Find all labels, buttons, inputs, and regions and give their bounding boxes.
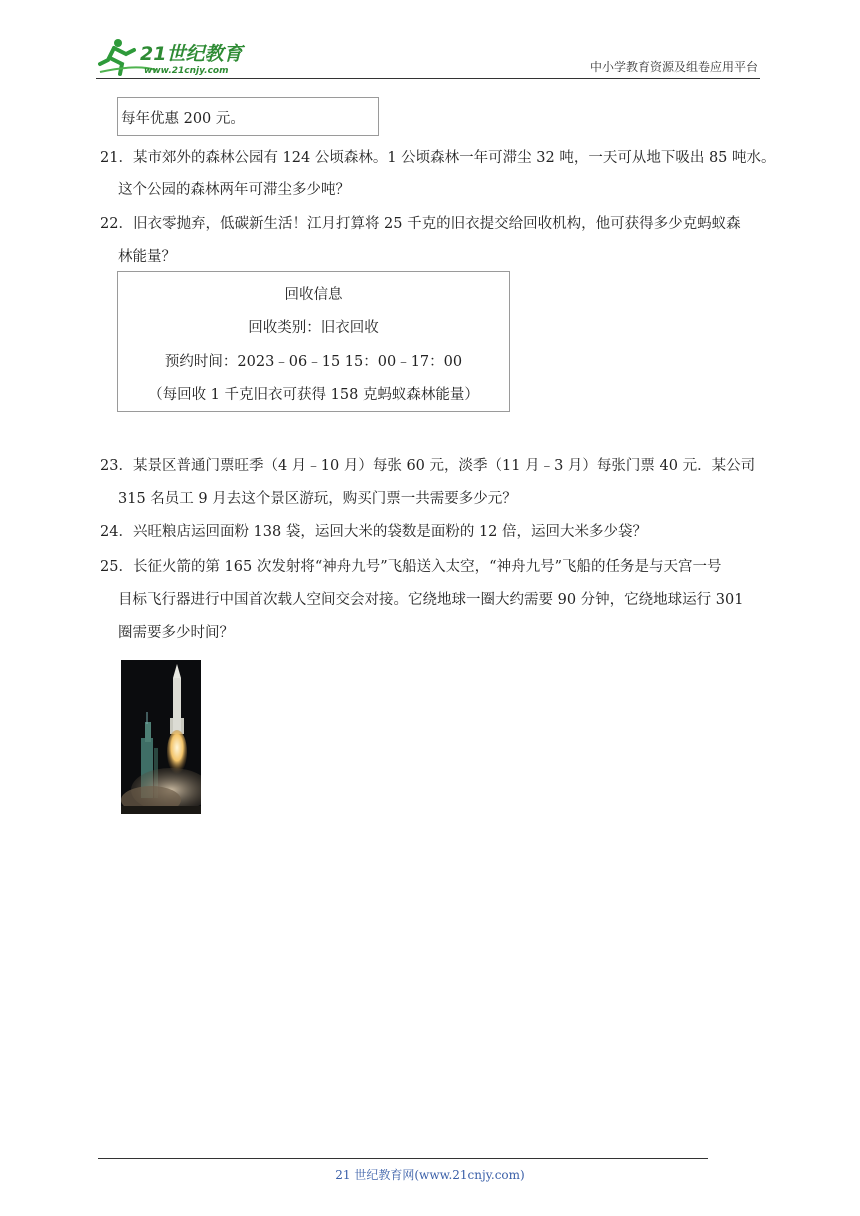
question-line: 22．旧衣零抛弃，低碳新生活！江月打算将 25 千克的旧衣提交给回收机构，他可获得多少克蚂蚁森 (100, 216, 741, 232)
question-line: 315 名员工 9 月去这个景区游玩，购买门票一共需要多少元？ (118, 491, 517, 507)
page-header (96, 34, 760, 79)
discount-text: 每年优惠 200 元。 (121, 111, 245, 127)
recycle-time: 预约时间：2023﹣06﹣15 15：00﹣17：00 (164, 354, 463, 370)
page-footer: 21 世纪教育网(www.21cnjy.com) (335, 1168, 525, 1182)
question-line: 林能量？ (118, 249, 176, 265)
recycle-category: 回收类别：旧衣回收 (248, 320, 379, 336)
question-line: 圈需要多少时间？ (118, 625, 234, 641)
footer-divider (98, 1158, 708, 1159)
recycle-title: 回收信息 (284, 287, 343, 303)
question-line: 24．兴旺粮店运回面粉 138 袋，运回大米的袋数是面粉的 12 倍，运回大米多少袋？ (100, 524, 648, 540)
logo-text: 21世纪教育 (140, 43, 243, 65)
question-line: 23．某景区普通门票旺季（4 月﹣10 月）每张 60 元，淡季（11 月﹣3 月）每张门票 40 元．某公司 (100, 458, 756, 474)
question-line: 这个公园的森林两年可滞尘多少吨？ (118, 182, 350, 198)
logo (96, 34, 266, 78)
question-line: 目标飞行器进行中国首次载人空间交会对接。它绕地球一圈大约需要 90 分钟，它绕地球运行 301 (118, 592, 744, 608)
platform-title: 中小学教育资源及组卷应用平台 (589, 60, 758, 74)
discount-box (117, 97, 379, 136)
recycle-note: （每回收 1 千克旧衣可获得 158 克蚂蚁森林能量） (148, 387, 479, 403)
logo-url: www.21cnjy.com (144, 66, 229, 76)
question-line: 25．长征火箭的第 165 次发射将“神舟九号”飞船送入太空，“神舟九号”飞船的任务是与天宫一号 (100, 559, 722, 575)
recycle-info-box (117, 271, 510, 412)
question-line: 21．某市郊外的森林公园有 124 公顷森林。1 公顷森林一年可滞尘 32 吨，一天可从地下吸出 85 吨水。 (100, 150, 776, 166)
rocket-launch-image (121, 660, 201, 814)
